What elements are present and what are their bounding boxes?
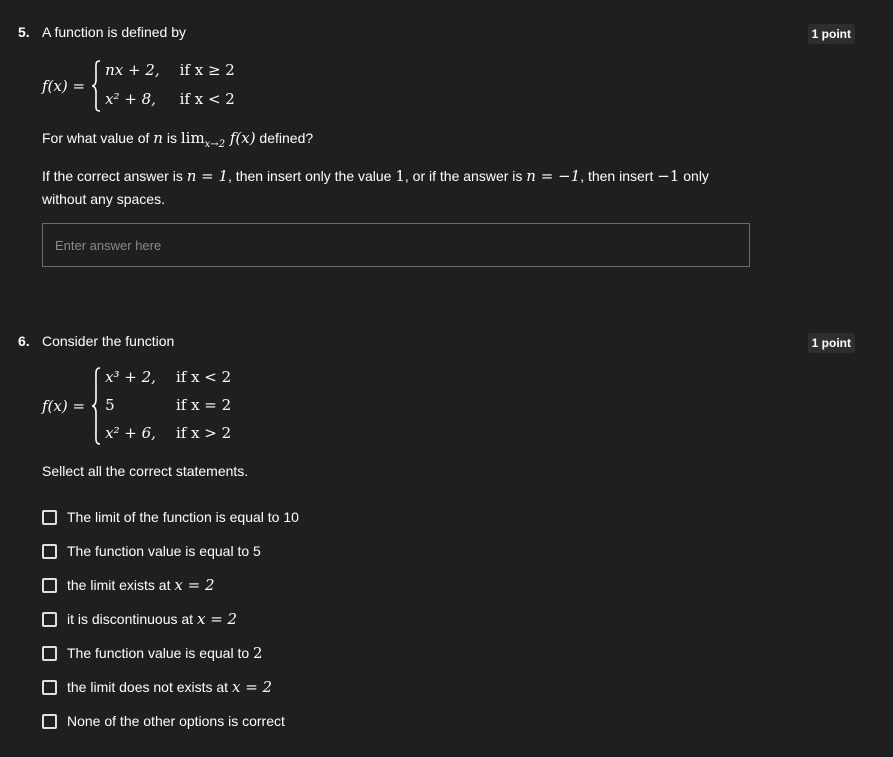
checkbox[interactable] <box>42 612 57 627</box>
question-number: 5. <box>18 24 30 40</box>
left-brace <box>91 367 101 445</box>
case-expression: nx + 2, <box>105 61 160 79</box>
option-math: x = 2 <box>196 610 238 628</box>
option-label <box>67 509 299 525</box>
function-lhs: f(x) = <box>42 77 86 95</box>
case-expression: x² + 6, <box>105 424 156 442</box>
instruction-math: −1 <box>657 167 680 185</box>
instruction-text: , or if the answer is <box>404 168 527 184</box>
answer-input[interactable] <box>42 223 750 267</box>
case-condition: if x ≥ 2 <box>179 61 235 79</box>
checkbox[interactable] <box>42 646 57 661</box>
case-expression: 5 <box>105 396 115 414</box>
option-math: 2 <box>253 644 263 662</box>
function-cases <box>105 367 231 445</box>
function-lhs: f(x) = <box>42 397 86 415</box>
question-number: 6. <box>18 333 30 349</box>
option-text: The function value is equal to <box>67 645 254 661</box>
instruction-math: n = 1 <box>186 167 229 185</box>
option-text: The function value is equal to 5 <box>67 543 261 559</box>
piecewise-function <box>42 367 231 445</box>
option-3[interactable] <box>42 568 299 602</box>
question-prompt <box>42 127 742 156</box>
case-condition: if x > 2 <box>175 424 232 442</box>
instruction-text: only without any spaces. <box>42 168 709 207</box>
option-label <box>67 644 263 662</box>
option-text: the limit does not exists at <box>67 679 232 695</box>
option-text: None of the other options is correct <box>67 713 285 729</box>
option-label <box>67 713 285 729</box>
prompt-text: For what value of <box>42 130 154 146</box>
option-1[interactable] <box>42 500 299 534</box>
instruction-math: 1 <box>395 167 405 185</box>
piecewise-function <box>42 60 235 112</box>
option-label <box>67 576 214 594</box>
option-label <box>67 678 272 696</box>
option-text: The limit of the function is equal to 10 <box>67 509 299 525</box>
case-condition: if x = 2 <box>175 396 232 414</box>
case-expression: x² + 8, <box>105 90 156 108</box>
prompt-variable: n <box>153 129 163 147</box>
case-condition: if x < 2 <box>175 368 232 386</box>
limit-expression: f(x) <box>225 129 256 147</box>
checkbox[interactable] <box>42 510 57 525</box>
checkbox[interactable] <box>42 714 57 729</box>
instruction-text: If the correct answer is <box>42 168 187 184</box>
limit-operator: lim <box>180 129 205 147</box>
case-expression: x³ + 2, <box>105 368 156 386</box>
limit-subscript: x→2 <box>204 138 226 150</box>
option-5[interactable] <box>42 636 299 670</box>
points-badge: 1 point <box>808 333 855 353</box>
option-7[interactable] <box>42 704 299 738</box>
case-condition: if x < 2 <box>179 90 235 108</box>
option-label <box>67 610 237 628</box>
instruction-text: , then insert only the value <box>228 168 396 184</box>
option-text: it is discontinuous at <box>67 611 197 627</box>
prompt-text: is <box>162 130 181 146</box>
answer-instruction <box>42 165 732 211</box>
option-text: the limit exists at <box>67 577 175 593</box>
option-6[interactable] <box>42 670 299 704</box>
option-math: x = 2 <box>174 576 215 594</box>
option-label <box>67 543 261 559</box>
function-cases <box>105 60 235 112</box>
checkbox[interactable] <box>42 544 57 559</box>
left-brace <box>91 60 101 112</box>
instruction-math: n = −1 <box>526 167 581 185</box>
checkbox[interactable] <box>42 578 57 593</box>
prompt-text: defined? <box>255 130 314 146</box>
option-math: x = 2 <box>231 678 273 696</box>
option-4[interactable] <box>42 602 299 636</box>
options-list <box>42 500 299 738</box>
question-prompt: Sellect all the correct statements. <box>42 463 249 479</box>
instruction-text: , then insert <box>580 168 658 184</box>
question-title: Consider the function <box>42 333 175 349</box>
points-badge: 1 point <box>808 24 855 44</box>
checkbox[interactable] <box>42 680 57 695</box>
option-2[interactable] <box>42 534 299 568</box>
question-title: A function is defined by <box>42 24 186 40</box>
